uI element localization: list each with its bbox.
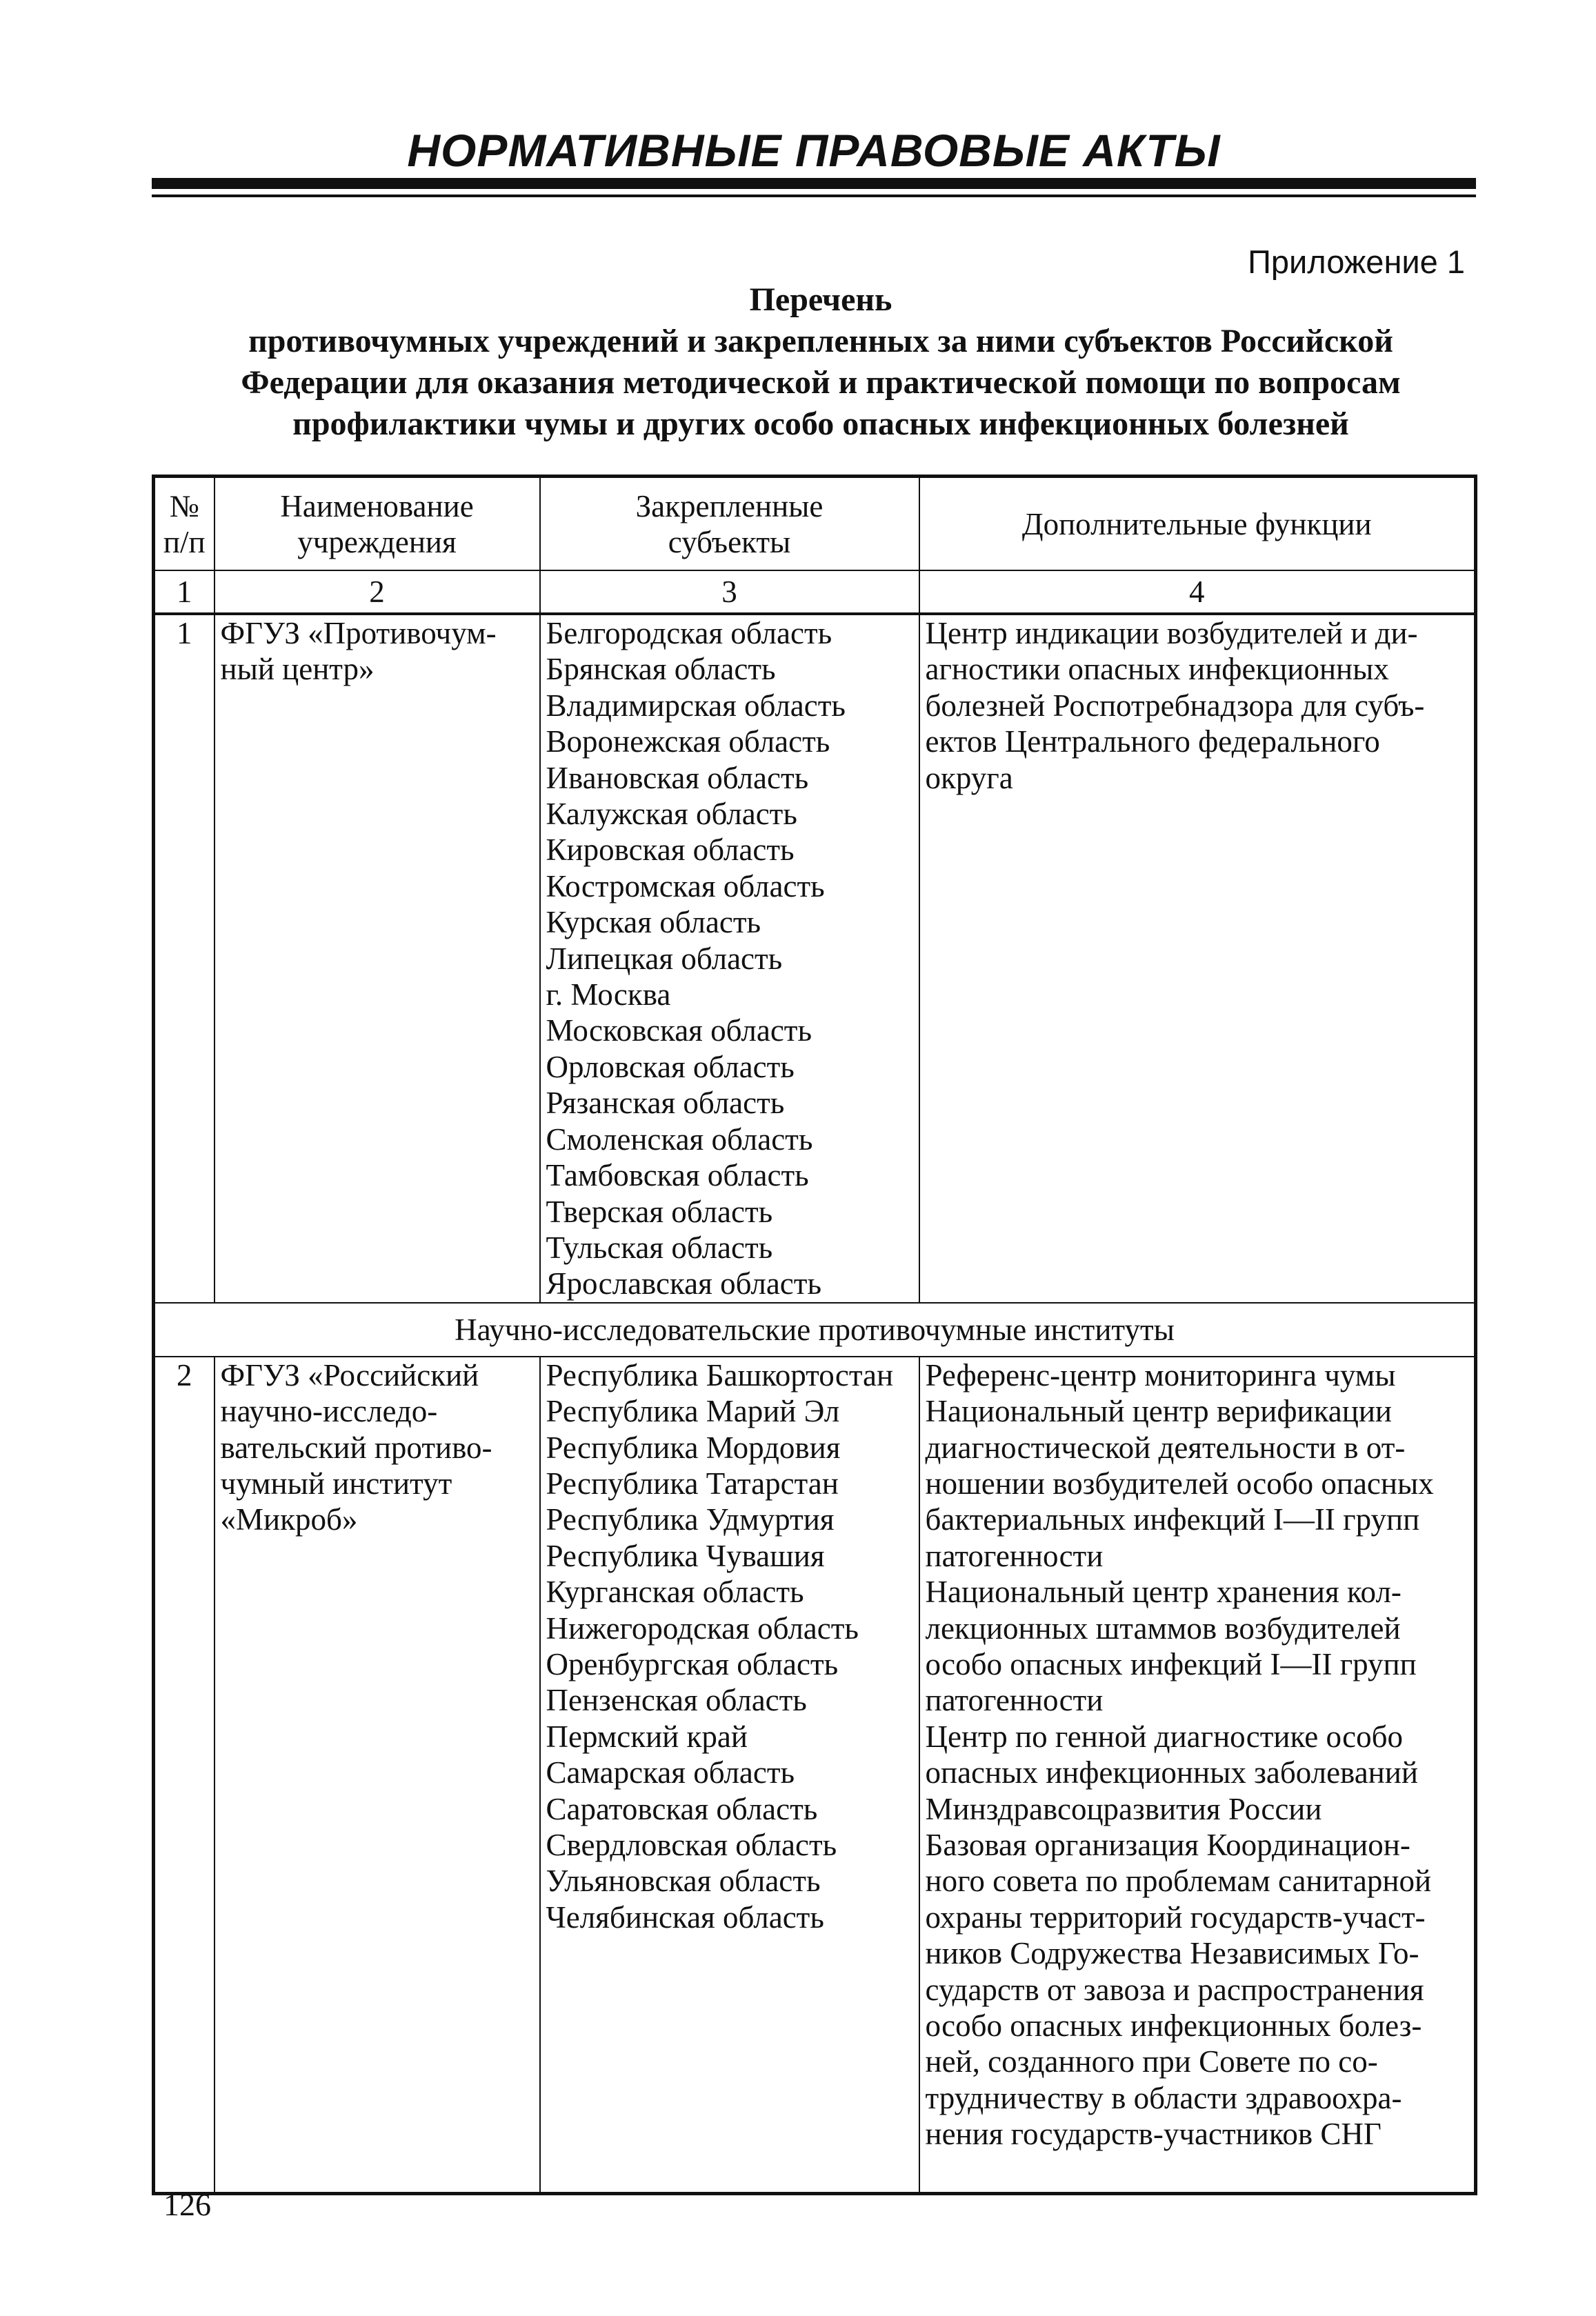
subject-item: Республика Марий Эл <box>546 1394 840 1429</box>
subject-item: Костромская область <box>546 868 825 904</box>
institution-cell <box>215 614 540 1303</box>
subject-item: г. Москва <box>546 977 671 1012</box>
header-functions: Дополнительные функции <box>919 477 1476 571</box>
section-header-title: НОРМАТИВНЫЕ ПРАВОВЫЕ АКТЫ <box>407 125 1221 176</box>
function-line: Референс-центр мониторинга чумы <box>925 1357 1396 1392</box>
function-line: особо опасных инфекций I—II групп <box>925 1646 1417 1681</box>
institution-line: ный центр» <box>220 652 375 687</box>
column-numbers-row <box>154 570 1476 614</box>
function-line: особо опасных инфекционных болез- <box>925 2008 1422 2044</box>
subject-item: Ульяновская область <box>546 1864 821 1899</box>
subject-item: Липецкая область <box>546 941 783 976</box>
subject-item: Кировская область <box>546 832 795 868</box>
function-line: нения государств-участников СНГ <box>925 2117 1381 2152</box>
subject-item: Пензенская область <box>546 1683 807 1718</box>
header-subjects: Закрепленные субъекты <box>540 477 919 571</box>
row-number: 2 <box>154 1357 215 2194</box>
function-line: Национальный центр верификации <box>925 1394 1392 1429</box>
title-line: Федерации для оказания методической и практической помощи по вопросам <box>241 364 1401 401</box>
page-number: 126 <box>163 2187 211 2222</box>
column-number: 2 <box>215 570 540 614</box>
appendix-label: Приложение 1 <box>1248 243 1465 280</box>
title-line: Перечень <box>749 281 892 318</box>
header-rule-thick <box>152 178 1476 189</box>
subject-item: Самарская область <box>546 1755 795 1790</box>
function-line: Базовая организация Координацион- <box>925 1828 1410 1862</box>
institution-line: ФГУЗ «Противочум- <box>220 616 497 650</box>
subject-item: Белгородская область <box>546 616 832 650</box>
column-number: 1 <box>154 570 215 614</box>
function-line: опасных инфекционных заболеваний <box>925 1755 1418 1790</box>
function-line: трудничеству в области здравоохра- <box>925 2080 1402 2115</box>
function-line: ного совета по проблемам санитарной <box>925 1864 1432 1899</box>
subject-item: Республика Удмуртия <box>546 1502 835 1537</box>
subject-item: Нижегородская область <box>546 1610 859 1646</box>
institution-cell <box>215 1357 540 2194</box>
table-row <box>154 614 1476 1303</box>
function-line: диагностической деятельности в от- <box>925 1430 1406 1465</box>
section-heading-row <box>154 1303 1476 1357</box>
title-line: противочумных учреждений и закрепленных за ними субъектов Российской <box>248 323 1393 359</box>
subjects-cell <box>540 614 919 1303</box>
subject-item: Республика Татарстан <box>546 1466 839 1501</box>
subject-item: Челябинская область <box>546 1899 824 1935</box>
function-line: ней, созданного при Совете по со- <box>925 2044 1378 2079</box>
column-number: 4 <box>919 570 1476 614</box>
institution-line: научно-исследо- <box>220 1394 438 1429</box>
subject-item: Брянская область <box>546 652 776 687</box>
subject-item: Тульская область <box>546 1230 773 1265</box>
table-row <box>154 1357 1476 2194</box>
row-number: 1 <box>154 614 215 1303</box>
function-line: ников Содружества Независимых Го- <box>925 1936 1419 1971</box>
function-line: лекционных штаммов возбудителей <box>925 1610 1401 1646</box>
function-line: Центр индикации возбудителей и ди- <box>925 616 1418 650</box>
subject-item: Владимирская область <box>546 688 846 723</box>
function-line: округа <box>925 760 1013 795</box>
function-line: охраны территорий государств-участ- <box>925 1899 1426 1935</box>
subject-item: Московская область <box>546 1013 812 1048</box>
table-header-row <box>154 477 1476 571</box>
function-line: Центр по генной диагностике особо <box>925 1719 1403 1754</box>
section-heading: Научно-исследовательские противочумные институты <box>154 1303 1476 1357</box>
function-line: бактериальных инфекций I—II групп <box>925 1502 1420 1537</box>
subject-item: Рязанская область <box>546 1086 785 1121</box>
institution-line: вательский противо- <box>220 1430 492 1465</box>
column-number: 3 <box>540 570 919 614</box>
subject-item: Смоленская область <box>546 1121 813 1157</box>
subject-item: Орловская область <box>546 1049 795 1084</box>
functions-cell <box>919 614 1476 1303</box>
title-line: профилактики чумы и других особо опасных инфекционных болезней <box>292 406 1349 442</box>
subject-item: Тверская область <box>546 1194 773 1229</box>
function-line: патогенности <box>925 1538 1104 1573</box>
institution-line: «Микроб» <box>220 1502 358 1537</box>
subject-item: Саратовская область <box>546 1791 818 1826</box>
document-title <box>166 279 1476 445</box>
subject-item: Курская область <box>546 905 761 940</box>
subject-item: Калужская область <box>546 797 797 832</box>
functions-cell <box>919 1357 1476 2194</box>
header-institution: Наименование учреждения <box>215 477 540 571</box>
subject-item: Ивановская область <box>546 760 809 795</box>
institutions-table <box>152 475 1477 2195</box>
function-line: Национальный центр хранения кол- <box>925 1575 1402 1610</box>
function-line: болезней Роспотребнадзора для субъ- <box>925 688 1425 723</box>
subject-item: Ярославская область <box>546 1266 821 1301</box>
header-no: № п/п <box>154 477 215 571</box>
subject-item: Республика Чувашия <box>546 1538 825 1573</box>
subjects-cell <box>540 1357 919 2194</box>
function-line: патогенности <box>925 1683 1104 1718</box>
function-line: ношении возбудителей особо опасных <box>925 1466 1434 1501</box>
subject-item: Воронежская область <box>546 724 830 759</box>
subject-item: Республика Башкортостан <box>546 1357 894 1392</box>
function-line: ектов Центрального федерального <box>925 724 1380 759</box>
subject-item: Тамбовская область <box>546 1158 809 1193</box>
subject-item: Пермский край <box>546 1719 748 1754</box>
subject-item: Свердловская область <box>546 1828 837 1862</box>
function-line: Минздравсоцразвития России <box>925 1791 1322 1826</box>
institution-line: ФГУЗ «Российский <box>220 1357 479 1392</box>
institution-line: чумный институт <box>220 1466 452 1501</box>
subject-item: Курганская область <box>546 1575 804 1610</box>
function-line: агностики опасных инфекционных <box>925 652 1389 687</box>
subject-item: Оренбургская область <box>546 1646 839 1681</box>
header-rule-thin <box>152 194 1476 197</box>
subject-item: Республика Мордовия <box>546 1430 841 1465</box>
function-line: сударств от завоза и распространения <box>925 1972 1424 2007</box>
